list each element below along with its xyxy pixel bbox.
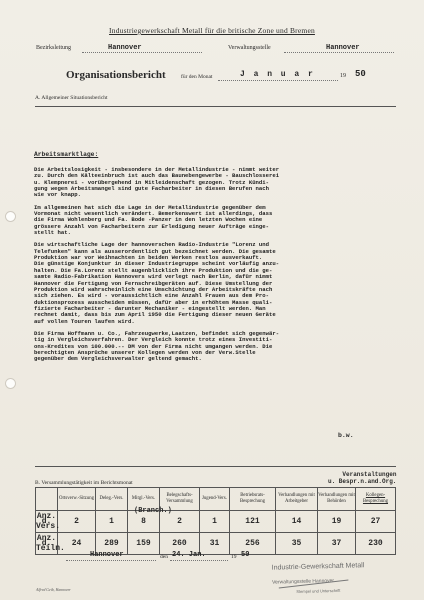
turn-over-note: b.w. — [338, 432, 354, 439]
section-a-rule — [35, 106, 396, 107]
handwritten-signature — [278, 570, 349, 589]
paragraph-radio-industry: Die wirtschaftliche Lage der hannoverschen Radio-Industrie "Lorenz und Telefunken" kann als ausserordentlich gut bezeichnet werden. Die gesamte Produktion war vor Weihnachten in beiden Werken restlos ausverkauft. Die günstige Konjunktur in dieser Industriegruppe scheint vorläufig anzu- halten. Die Fa.Lorenz stellt augenblicklich ihre Produktion und die ge- samte Radio-Fabrikation Hannovers wird verlegt nach Berlin, dafür nimmt Hannover die Fertigung von Fernschreibgeräten auf. Diese Umstellung der Produktion wird wahrscheinlich eine Umschichtung der Arbeitskräfte nach sich ziehen. Es wird - voraussichtlich eine Anzahl Frauen aus dem Pro- duktionsprozess ausscheiden müssen, dafür aber in erhöhtem Masse quali- fizierte Facharbeiter - darunter Mechaniker - eingestellt werden. Man rechnet damit, dass bis zum April 1950 die Fertigung dieser neuen Geräte auf vollen Touren laufen wird. — [34, 241, 280, 325]
district-value: Hannover — [108, 44, 142, 52]
year-value: 50 — [355, 69, 366, 79]
office-label: Verwaltungsstelle — [228, 45, 271, 51]
table-cell: 289 — [96, 533, 128, 555]
table-header-cell: Ortsverw.-Sitzung — [58, 488, 96, 511]
paragraph-hoffmann: Die Firma Hoffmann u. Co., Fahrzeugwerke,Laatzen, befindet sich gegenwär- tig in Vergleichsverfahren. Der Vergleich konnte trotz eines Investiti- ons-Kredites von 100.000.-- DM von der Firma nicht umgangen werden. Die berechtigten Ansprüche unserer Kollegen werden von der Verw.Stelle gegenüber dem Vergleichsverwalter geltend gemacht. — [34, 329, 280, 363]
district-dotted-line — [82, 52, 202, 53]
table-cell: 2 — [160, 511, 200, 533]
district-label: Bezirksleitung — [36, 45, 71, 51]
footer-date-row — [0, 551, 424, 563]
report-title: Organisationsbericht — [66, 69, 166, 81]
table-cell: 256 — [230, 533, 276, 555]
table-cell: 260 — [160, 533, 200, 555]
table-header-row — [36, 488, 396, 511]
footer-year-prefix: 19 — [231, 554, 237, 560]
table-cell: 19 — [318, 511, 356, 533]
table-row — [36, 511, 396, 533]
union-header-title: Industriegewerkschaft Metall für die britische Zone und Bremen — [109, 26, 315, 35]
table-header-cell: Deleg.-Vers. — [96, 488, 128, 511]
table-cell: 27 — [356, 511, 396, 533]
table-header-cell — [36, 488, 58, 511]
table-cell: 230 — [356, 533, 396, 555]
office-value: Hannover — [326, 44, 360, 52]
table-header-cell: Jugend-Vers. — [200, 488, 230, 511]
row-label: Anz. d. Teiln. — [36, 534, 65, 553]
paragraph-metal-industry: Im allgemeinen hat sich die Lage in der Metallindustrie gegenüber dem Vormonat nicht wesentlich verändert. Bemerkenswert ist allerdings, dass die Firma Wohlenberg und Fa. Bode -Panzer in den letzten Wochen eine grössere Anzahl von Facharbeitern zur Erledigung neuer Aufträge einge- stellt hat. — [34, 203, 273, 237]
meetings-table — [35, 487, 396, 555]
punch-hole-bottom — [5, 378, 16, 389]
month-value: J a n u a r — [240, 70, 315, 79]
table-cell: 159 — [128, 533, 160, 555]
table-cell: 14 — [276, 511, 318, 533]
table-header-cell: Belegschafts-Versammlung — [160, 488, 200, 511]
section-b-rule — [35, 466, 396, 467]
place-dotted-line — [66, 560, 156, 561]
table-cell: 1 — [200, 511, 230, 533]
date-dotted-line — [170, 560, 228, 561]
table-cell: 2 — [58, 511, 96, 533]
table-cell: 31 — [200, 533, 230, 555]
footer-date: 24. Jan. — [172, 551, 206, 559]
report-body — [34, 167, 394, 369]
district-row — [36, 44, 394, 54]
footer-year: 50 — [241, 551, 250, 559]
stamp-line-1: Industrie-Gewerkschaft Metall — [271, 562, 365, 572]
month-label: für den Monat — [181, 74, 213, 80]
table-header-cell: Mitgl.-Vers. — [128, 488, 160, 511]
union-stamp — [272, 561, 397, 594]
month-dotted-line — [218, 80, 338, 81]
table-cell: 121 — [230, 511, 276, 533]
printer-imprint: Alfred Geib, Hannover — [36, 588, 71, 592]
table-header-cell: Betriebsrats-Besprechung — [230, 488, 276, 511]
den-label: den — [160, 554, 168, 560]
events-side-note: Veranstaltungen u. Bespr.n.and.Org. — [328, 471, 397, 485]
table-cell: 1 — [96, 511, 128, 533]
stamp-caption: Stempel und Unterschrift — [296, 587, 341, 594]
handwritten-branch-note: (Branch.) — [134, 507, 172, 515]
table-cell: 37 — [318, 533, 356, 555]
row-label: Anz. d. Vers. — [36, 512, 61, 531]
footer-place: Hannover — [90, 551, 124, 559]
year-prefix: 19 — [340, 73, 346, 79]
section-a-label: A. Allgemeiner Situationsbericht — [35, 95, 108, 101]
table-cell: 24 — [58, 533, 96, 555]
table-header-cell: Verhandlungen mit Arbeitgeber — [276, 488, 318, 511]
table-header-cell: Verhandlungen mit Behörden — [318, 488, 356, 511]
section-b-label: B. Versammlungstätigkeit im Berichtsmonat — [35, 480, 133, 486]
stamp-line-2: Verwaltungsstelle Hannover — [272, 578, 335, 586]
table-header-cell: Kollegen-Besprechung — [356, 488, 396, 511]
table-cell: 35 — [276, 533, 318, 555]
labour-market-heading: Arbeitsmarktlage: — [34, 151, 99, 158]
office-dotted-line — [284, 52, 394, 53]
paragraph-unemployment: Die Arbeitslosigkeit - insbesondere in der Metallindustrie - nimmt weiter zu. Durch den Kälteeinbruch ist auch das Baunebengewerbe - Bauschlosserei u. Klempnerei - vorübergehend in Mitleidenschaft gezogen. Trotz Kündi- gung wegen Arbeitsmangel sind gute Facharbeiter in diesen Berufen nach wie vor knapp. — [34, 166, 280, 199]
punch-hole-top — [5, 211, 16, 222]
table-cell: 8 — [128, 511, 160, 533]
